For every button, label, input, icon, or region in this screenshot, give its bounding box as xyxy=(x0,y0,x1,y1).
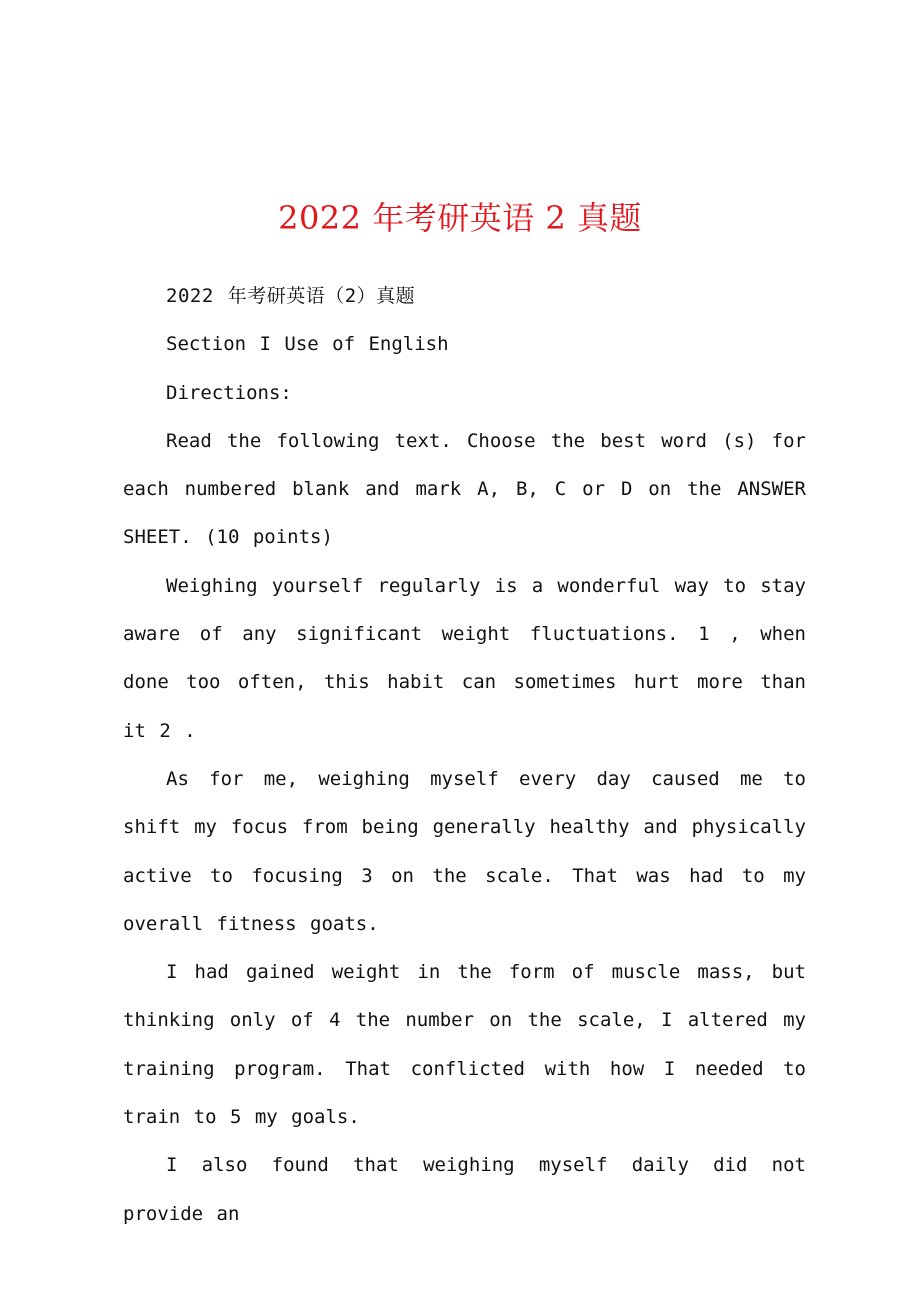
passage-paragraph-4: I also found that weighing myself daily did not provide an xyxy=(123,1154,806,1225)
passage-paragraph-1: Weighing yourself regularly is a wonderful way to stay aware of any significant weight fluctuations. 1 , when done too often, this habit can sometimes hurt more than it 2 . xyxy=(123,574,806,742)
passage-paragraph-3: I had gained weight in the form of muscle mass, but thinking only of 4 the number on the scale, I altered my training program. That conflicted with how I needed to train to 5 my goals. xyxy=(123,961,806,1129)
paper-subtitle: 2022 年考研英语（2）真题 xyxy=(166,285,416,307)
directions-text: Read the following text. Choose the best word (s) for each numbered blank and mark A, B, C or D on the ANSWER SHEET. (10 points) xyxy=(123,429,806,549)
directions-label: Directions: xyxy=(166,381,292,404)
document-body xyxy=(123,272,806,1238)
section-heading: Section I Use of English xyxy=(166,333,449,356)
document-title: 2022 年考研英语 2 真题 xyxy=(278,199,642,237)
passage-paragraph-2: As for me, weighing myself every day caused me to shift my focus from being generally healthy and physically active to focusing 3 on the scale. That was had to my overall fitness goats. xyxy=(123,767,806,935)
